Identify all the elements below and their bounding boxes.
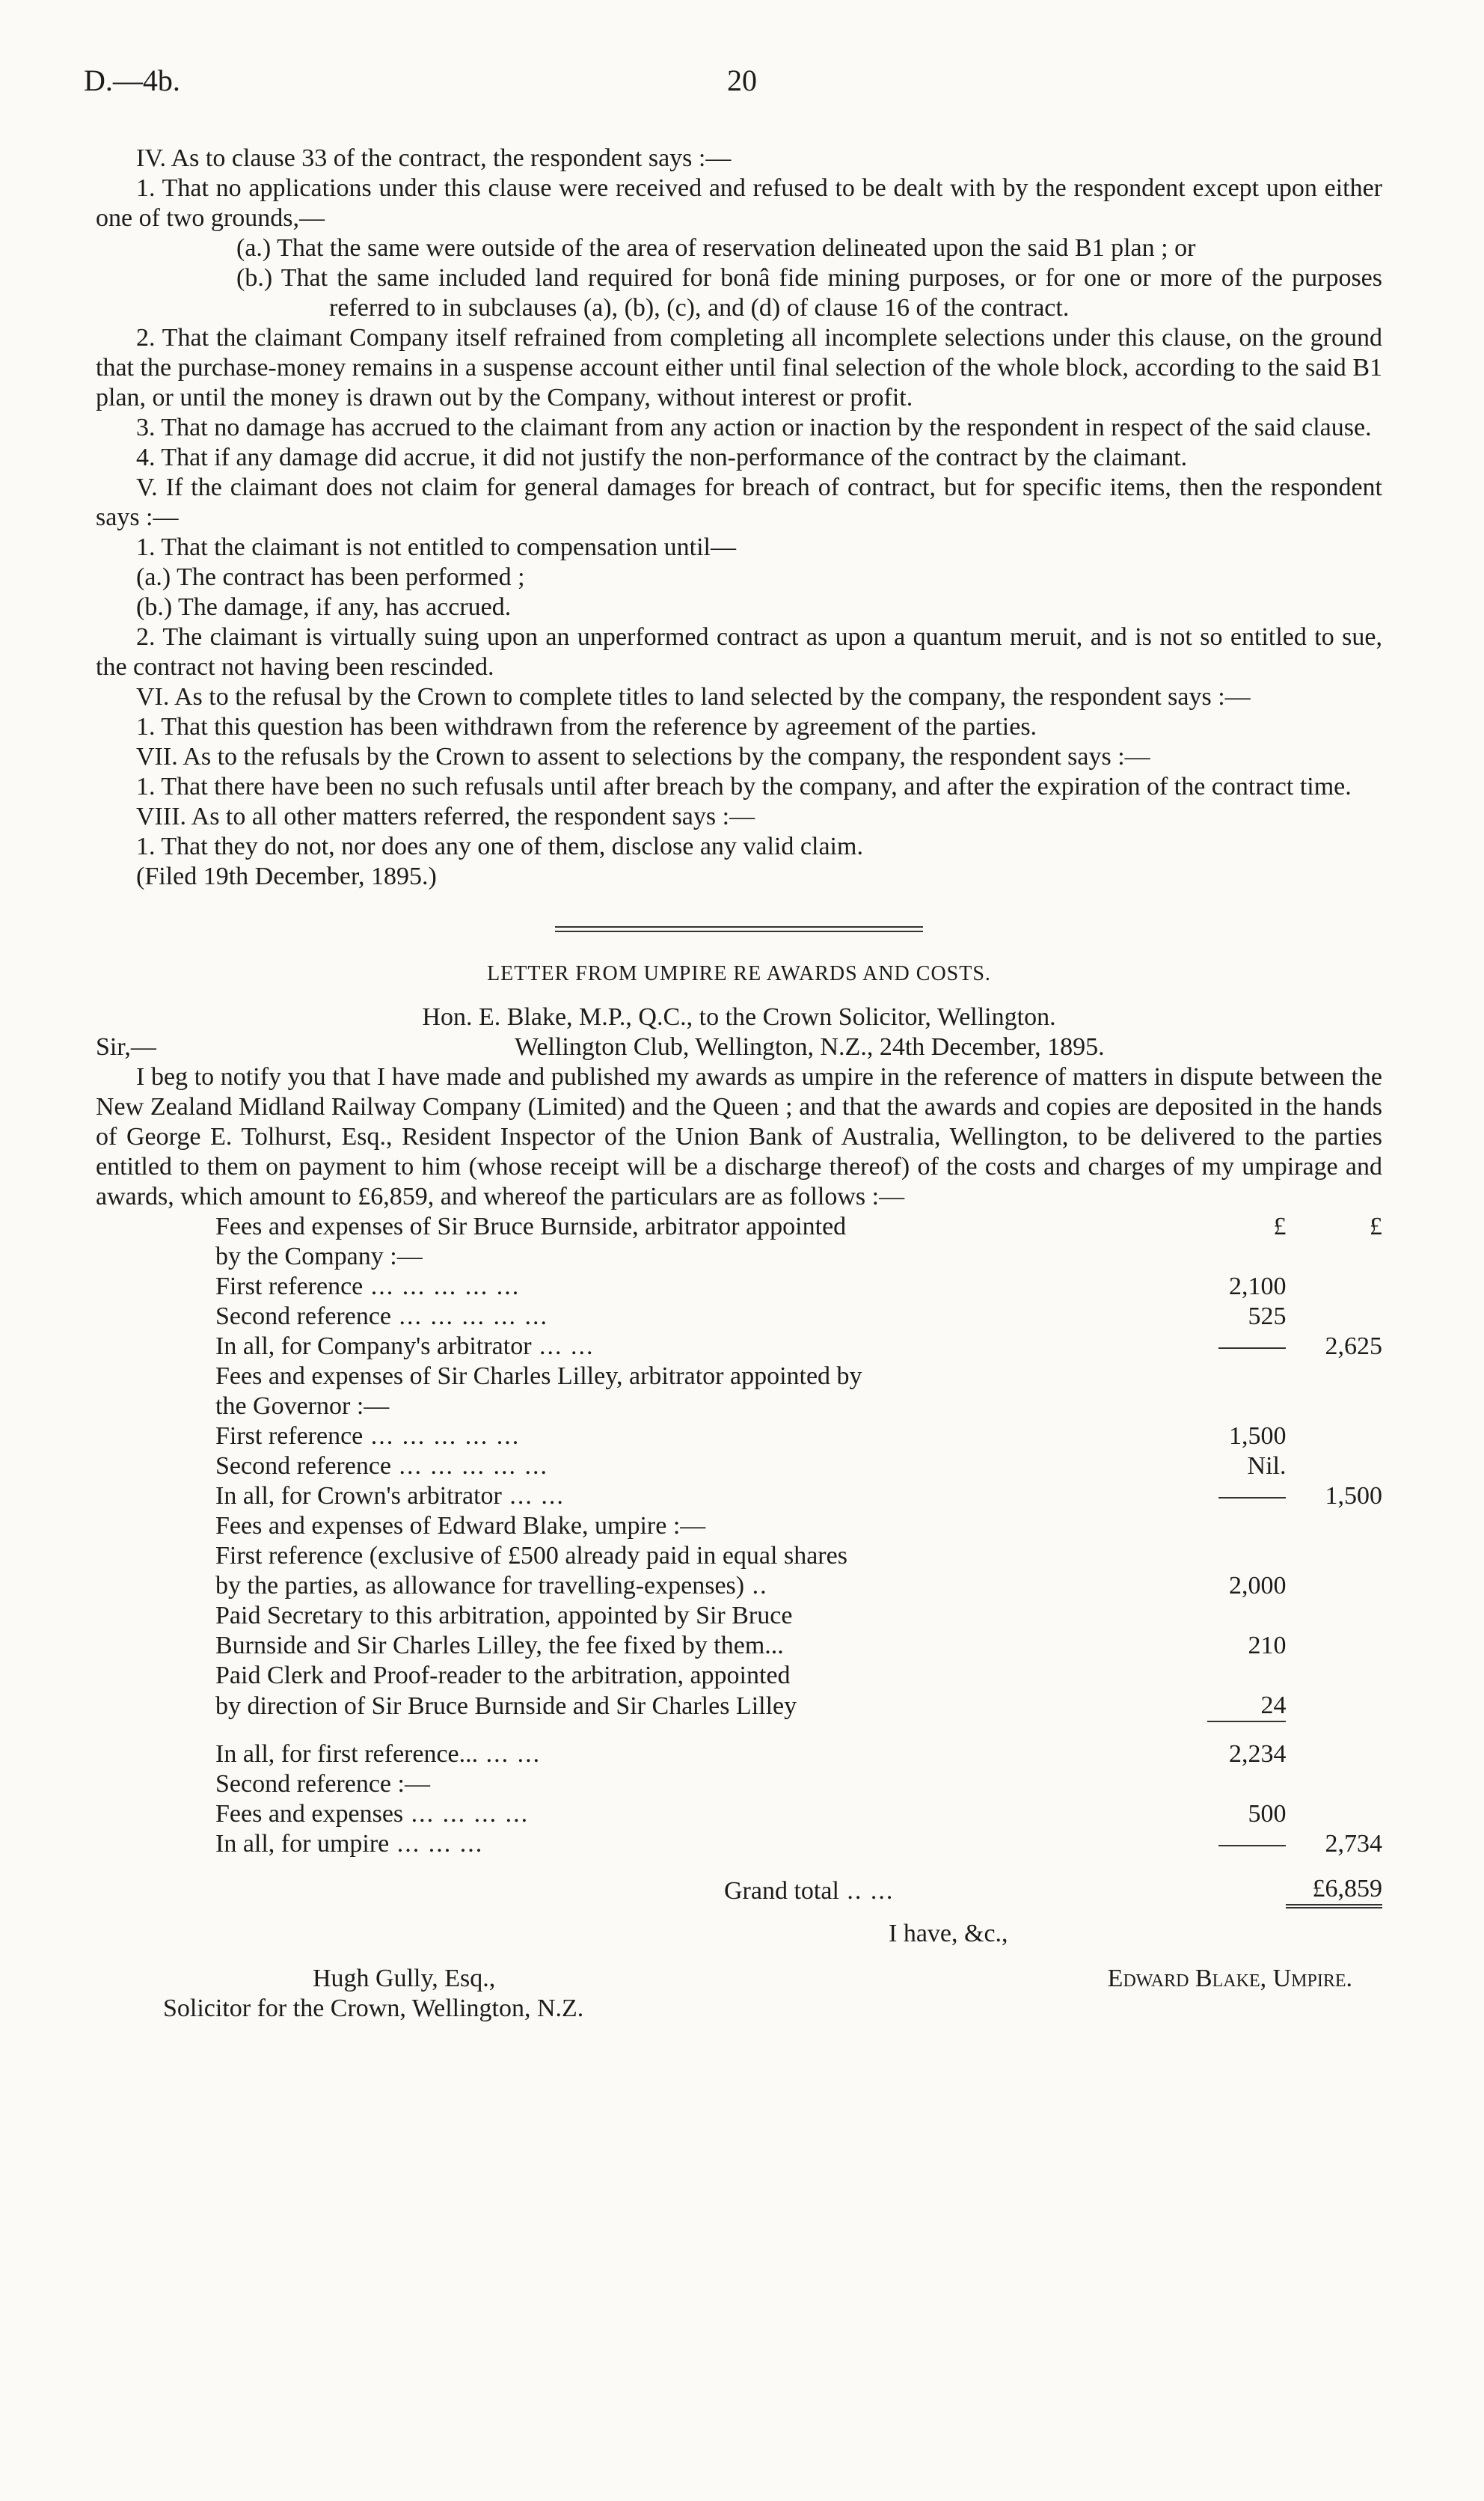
- leader-dots: ... ... ... ... ...: [363, 1273, 521, 1300]
- table-row: [215, 1721, 1382, 1739]
- acc-value: 2,234: [1228, 1740, 1287, 1768]
- acc-label: First reference (exclusive of £500 already paid in equal shares: [215, 1542, 847, 1570]
- table-row: [215, 1859, 1382, 1874]
- acc-label: In all, for first reference...: [215, 1740, 479, 1768]
- table-row: [215, 1302, 1382, 1332]
- acc-label: First reference: [215, 1273, 364, 1300]
- address-date: Wellington Club, Wellington, N.Z., 24th December, 1895.: [515, 1033, 1105, 1061]
- table-row: [215, 1631, 1382, 1661]
- acc-label: Second reference: [215, 1452, 392, 1480]
- filed-date: (Filed 19th December, 1895.): [136, 863, 437, 890]
- acc-value: 24: [1260, 1692, 1287, 1719]
- letter-from-to: Hon. E. Blake, M.P., Q.C., to the Crown Solicitor, Wellington.: [422, 1003, 1056, 1031]
- acc-value: 2,100: [1228, 1273, 1287, 1300]
- table-row: [215, 1739, 1382, 1769]
- paragraph: VIII. As to all other matters referred, the respondent says :—: [136, 803, 755, 830]
- acc-label: by the Company :—: [215, 1243, 423, 1270]
- leader-dots: .. ...: [838, 1877, 895, 1905]
- salutation: Sir,—: [96, 1033, 156, 1061]
- acc-label: by the parties, as allowance for travelling-expenses): [215, 1572, 745, 1600]
- paragraph: (a.) That the same were outside of the area of reservation delineated upon the said B1 plan ; or: [236, 234, 1196, 262]
- paragraph: 3. That no damage has accrued to the claimant from any action or inaction by the respondent in respect of the said clause.: [136, 414, 1372, 441]
- paragraph: (a.) The contract has been performed ;: [136, 563, 525, 591]
- acc-total: 2,625: [1325, 1332, 1382, 1360]
- acc-total: 1,500: [1325, 1482, 1382, 1510]
- grand-total-label: Grand total: [724, 1877, 839, 1905]
- document-code: D.—4b.: [84, 64, 180, 97]
- paragraph: (b.) The damage, if any, has accrued.: [136, 593, 512, 621]
- table-row: [215, 1874, 1382, 1906]
- signature: Edward Blake, Umpire.: [1107, 1965, 1352, 1992]
- paragraph: 1. That they do not, nor does any one of them, disclose any valid claim.: [136, 833, 863, 860]
- table-row: [215, 1451, 1382, 1481]
- acc-label: Fees and expenses of Sir Charles Lilley, arbitrator appointed by: [215, 1362, 862, 1390]
- paragraph: 2. That the claimant Company itself refrained from completing all incomplete selections under this clause, on the ground that the purchase-money remains in a suspense account either until final selection of the whole block, according to the said B1 plan, or until the money is drawn out by the Company, without interest or profit.: [96, 324, 1382, 411]
- addressee-title: Solicitor for the Crown, Wellington, N.Z.: [163, 1995, 584, 2022]
- acc-value: 525: [1248, 1302, 1287, 1330]
- acc-label: Paid Secretary to this arbitration, appointed by Sir Bruce: [215, 1602, 793, 1629]
- closing: I have, &c.,: [889, 1920, 1008, 1947]
- paragraph: VI. As to the refusal by the Crown to complete titles to land selected by the company, the respondent says :—: [136, 683, 1251, 711]
- acc-label: In all, for umpire: [215, 1830, 390, 1858]
- page-number: 20: [727, 64, 757, 97]
- acc-label: In all, for Crown's arbitrator: [215, 1482, 502, 1510]
- acc-value: 210: [1248, 1632, 1287, 1659]
- table-row: [215, 1332, 1382, 1362]
- table-row: [215, 1212, 1382, 1242]
- dash-rule: [1218, 1497, 1286, 1499]
- page-content: [96, 144, 1382, 2024]
- leader-dots: ... ... ... ... ...: [391, 1302, 549, 1330]
- acc-label: by direction of Sir Bruce Burnside and Sir Charles Lilley: [215, 1692, 797, 1720]
- table-row: [215, 1571, 1382, 1601]
- paragraph: V. If the claimant does not claim for general damages for breach of contract, but for specific items, then the respondent says :—: [96, 474, 1382, 531]
- currency-symbol: £: [1273, 1213, 1287, 1240]
- acc-label: Second reference: [215, 1302, 392, 1330]
- acc-label: Burnside and Sir Charles Lilley, the fee fixed by them...: [215, 1632, 784, 1659]
- table-row: [215, 1769, 1382, 1799]
- acc-value: 2,000: [1228, 1572, 1287, 1600]
- acc-value: 500: [1248, 1800, 1287, 1828]
- section-divider: [555, 926, 923, 932]
- table-row: [215, 1511, 1382, 1541]
- letter-heading: LETTER FROM UMPIRE RE AWARDS AND COSTS.: [487, 962, 991, 985]
- paragraph: 4. That if any damage did accrue, it did not justify the non-performance of the contract by the claimant.: [136, 444, 1188, 471]
- paragraph: (b.) That the same included land required for bonâ fide mining purposes, or for one or more of the purposes referred to in subclauses (a), (b), (c), and (d) of clause 16 of the contract.: [236, 264, 1382, 322]
- currency-symbol: £: [1370, 1213, 1382, 1240]
- leader-dots: ... ... ... ...: [403, 1800, 530, 1828]
- letter-body: I beg to notify you that I have made and published my awards as umpire in the reference of matters in dispute between the New Zealand Midland Railway Company (Limited) and the Queen ; and that the awards and copies are deposited in the hands of George E. Tolhurst, Esq., Resident Inspector of the Union Bank of Australia, Wellington, to be delivered to the parties entitled to them on payment to him (whose receipt will be a discharge thereof) of the costs and charges of my umpirage and awards, which amount to £6,859, and whereof the particulars are as follows :—: [96, 1063, 1382, 1210]
- table-row: [215, 1362, 1382, 1392]
- acc-label: Paid Clerk and Proof-reader to the arbitration, appointed: [215, 1662, 791, 1689]
- table-row: [215, 1242, 1382, 1272]
- acc-label: Fees and expenses of Sir Bruce Burnside, arbitrator appointed: [215, 1213, 847, 1240]
- acc-label: First reference: [215, 1422, 364, 1450]
- acc-label: In all, for Company's arbitrator: [215, 1332, 532, 1360]
- acc-value: 1,500: [1228, 1422, 1287, 1450]
- leader-dots: ... ...: [501, 1482, 565, 1510]
- table-row: [215, 1799, 1382, 1829]
- leader-dots: ... ... ... ... ...: [391, 1452, 549, 1480]
- table-row: [215, 1601, 1382, 1631]
- acc-label: Fees and expenses of Edward Blake, umpire :—: [215, 1512, 706, 1540]
- grand-total: £6,859: [1286, 1874, 1382, 1906]
- table-row: [215, 1691, 1382, 1721]
- table-row: [215, 1829, 1382, 1859]
- leader-dots: ... ... ... ... ...: [363, 1422, 521, 1450]
- paragraph: 1. That no applications under this clause were received and refused to be dealt with by the respondent except upon either one of two grounds,—: [96, 174, 1382, 232]
- acc-total: 2,734: [1325, 1830, 1382, 1858]
- acc-value: Nil.: [1247, 1452, 1287, 1480]
- paragraph: IV. As to clause 33 of the contract, the respondent says :—: [136, 144, 732, 172]
- paragraph: VII. As to the refusals by the Crown to assent to selections by the company, the respondent says :—: [136, 743, 1150, 771]
- acc-label: Fees and expenses: [215, 1800, 404, 1828]
- accounts-table: [215, 1212, 1382, 1908]
- dash-rule: [1218, 1845, 1286, 1846]
- table-row: [215, 1272, 1382, 1302]
- table-row: [215, 1421, 1382, 1451]
- table-row: [215, 1661, 1382, 1691]
- table-row: [215, 1392, 1382, 1421]
- paragraph: 2. The claimant is virtually suing upon an unperformed contract as upon a quantum meruit, and is not so entitled to sue, the contract not having been rescinded.: [96, 623, 1382, 681]
- leader-dots: ... ...: [531, 1332, 595, 1360]
- leader-dots: ... ...: [478, 1740, 542, 1768]
- addressee-name: Hugh Gully, Esq.,: [313, 1965, 496, 1992]
- acc-label: the Governor :—: [215, 1392, 390, 1420]
- table-row: [215, 1541, 1382, 1571]
- acc-label: Second reference :—: [215, 1770, 430, 1798]
- dash-rule: [1218, 1347, 1286, 1349]
- paragraph: 1. That this question has been withdrawn from the reference by agreement of the parties.: [136, 713, 1037, 741]
- leader-dots: ... ... ...: [389, 1830, 484, 1858]
- paragraph: 1. That there have been no such refusals until after breach by the company, and after the expiration of the contract time.: [136, 773, 1352, 800]
- leader-dots: ..: [744, 1572, 768, 1600]
- paragraph: 1. That the claimant is not entitled to compensation until—: [136, 533, 737, 561]
- table-row: [215, 1481, 1382, 1511]
